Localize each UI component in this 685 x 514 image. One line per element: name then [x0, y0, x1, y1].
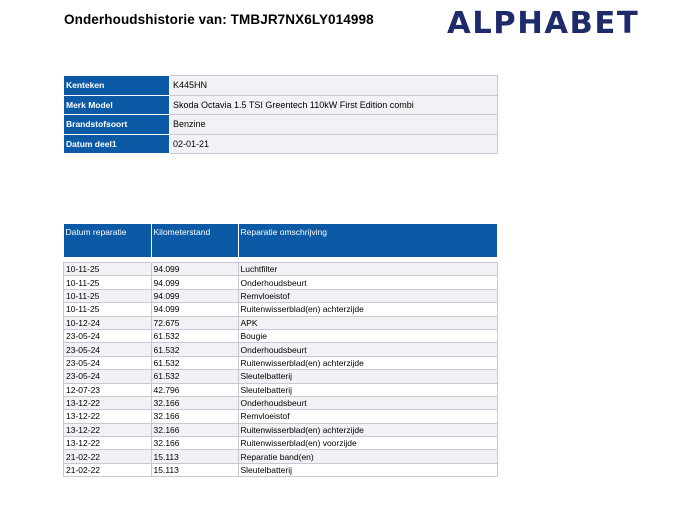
table-row	[64, 383, 498, 396]
vehicle-info-label: Datum deel1	[64, 134, 170, 154]
cell-description: Ruitenwisserblad(en) achterzijde	[238, 303, 498, 316]
table-row	[64, 329, 498, 342]
page-title: Onderhoudshistorie van: TMBJR7NX6LY014998	[64, 12, 374, 27]
table-header-row	[64, 224, 498, 257]
cell-mileage: 15.113	[151, 450, 238, 463]
vehicle-info-table	[63, 75, 498, 154]
table-row	[64, 276, 498, 289]
cell-description: Ruitenwisserblad(en) achterzijde	[238, 423, 498, 436]
vehicle-info-value: 02-01-21	[170, 134, 498, 154]
vehicle-info-value: Skoda Octavia 1.5 TSI Greentech 110kW First Edition combi	[170, 95, 498, 115]
table-row	[64, 343, 498, 356]
cell-date: 21-02-22	[64, 463, 152, 476]
cell-date: 12-07-23	[64, 383, 152, 396]
table-row	[64, 396, 498, 409]
cell-date: 10-11-25	[64, 263, 152, 276]
vehicle-info-row	[64, 134, 498, 154]
cell-mileage: 32.166	[151, 423, 238, 436]
cell-date: 21-02-22	[64, 450, 152, 463]
cell-date: 10-12-24	[64, 316, 152, 329]
cell-description: Onderhoudsbeurt	[238, 396, 498, 409]
vehicle-info-label: Merk Model	[64, 95, 170, 115]
vehicle-info-row	[64, 95, 498, 115]
cell-mileage: 72.675	[151, 316, 238, 329]
cell-date: 10-11-25	[64, 276, 152, 289]
cell-date: 23-05-24	[64, 356, 152, 369]
cell-description: Remvloeistof	[238, 410, 498, 423]
table-row	[64, 437, 498, 450]
cell-date: 23-05-24	[64, 343, 152, 356]
repair-history-table	[63, 224, 498, 477]
cell-mileage: 94.099	[151, 303, 238, 316]
cell-mileage: 61.532	[151, 329, 238, 342]
column-header-description: Reparatie omschrijving	[238, 224, 498, 257]
cell-date: 23-05-24	[64, 329, 152, 342]
cell-mileage: 15.113	[151, 463, 238, 476]
column-header-date: Datum reparatie	[64, 224, 152, 257]
alphabet-logo: ALPHABET	[447, 6, 640, 41]
cell-description: Bougie	[238, 329, 498, 342]
cell-description: APK	[238, 316, 498, 329]
cell-description: Remvloeistof	[238, 289, 498, 302]
table-row	[64, 303, 498, 316]
cell-description: Sleutelbatterij	[238, 463, 498, 476]
vehicle-info-row	[64, 76, 498, 96]
cell-description: Onderhoudsbeurt	[238, 276, 498, 289]
cell-date: 23-05-24	[64, 370, 152, 383]
cell-mileage: 94.099	[151, 263, 238, 276]
table-row	[64, 356, 498, 369]
cell-description: Onderhoudsbeurt	[238, 343, 498, 356]
cell-date: 10-11-25	[64, 289, 152, 302]
cell-mileage: 61.532	[151, 370, 238, 383]
cell-description: Sleutelbatterij	[238, 383, 498, 396]
cell-description: Ruitenwisserblad(en) voorzijde	[238, 437, 498, 450]
table-row	[64, 316, 498, 329]
table-row	[64, 370, 498, 383]
table-row	[64, 423, 498, 436]
table-row	[64, 289, 498, 302]
table-row	[64, 410, 498, 423]
cell-mileage: 61.532	[151, 343, 238, 356]
cell-date: 13-12-22	[64, 396, 152, 409]
cell-mileage: 32.166	[151, 396, 238, 409]
cell-description: Reparatie band(en)	[238, 450, 498, 463]
table-row	[64, 463, 498, 476]
cell-description: Ruitenwisserblad(en) achterzijde	[238, 356, 498, 369]
cell-mileage: 94.099	[151, 276, 238, 289]
cell-description: Sleutelbatterij	[238, 370, 498, 383]
vehicle-info-value: Benzine	[170, 115, 498, 135]
cell-date: 13-12-22	[64, 437, 152, 450]
cell-mileage: 94.099	[151, 289, 238, 302]
cell-date: 13-12-22	[64, 410, 152, 423]
cell-date: 10-11-25	[64, 303, 152, 316]
table-row	[64, 450, 498, 463]
vehicle-info-row	[64, 115, 498, 135]
cell-mileage: 42.796	[151, 383, 238, 396]
cell-mileage: 32.166	[151, 410, 238, 423]
vehicle-info-value: K445HN	[170, 76, 498, 96]
cell-mileage: 61.532	[151, 356, 238, 369]
column-header-mileage: Kilometerstand	[151, 224, 238, 257]
cell-description: Luchtfilter	[238, 263, 498, 276]
vehicle-info-label: Kenteken	[64, 76, 170, 96]
cell-mileage: 32.166	[151, 437, 238, 450]
vehicle-info-label: Brandstofsoort	[64, 115, 170, 135]
table-row	[64, 263, 498, 276]
cell-date: 13-12-22	[64, 423, 152, 436]
